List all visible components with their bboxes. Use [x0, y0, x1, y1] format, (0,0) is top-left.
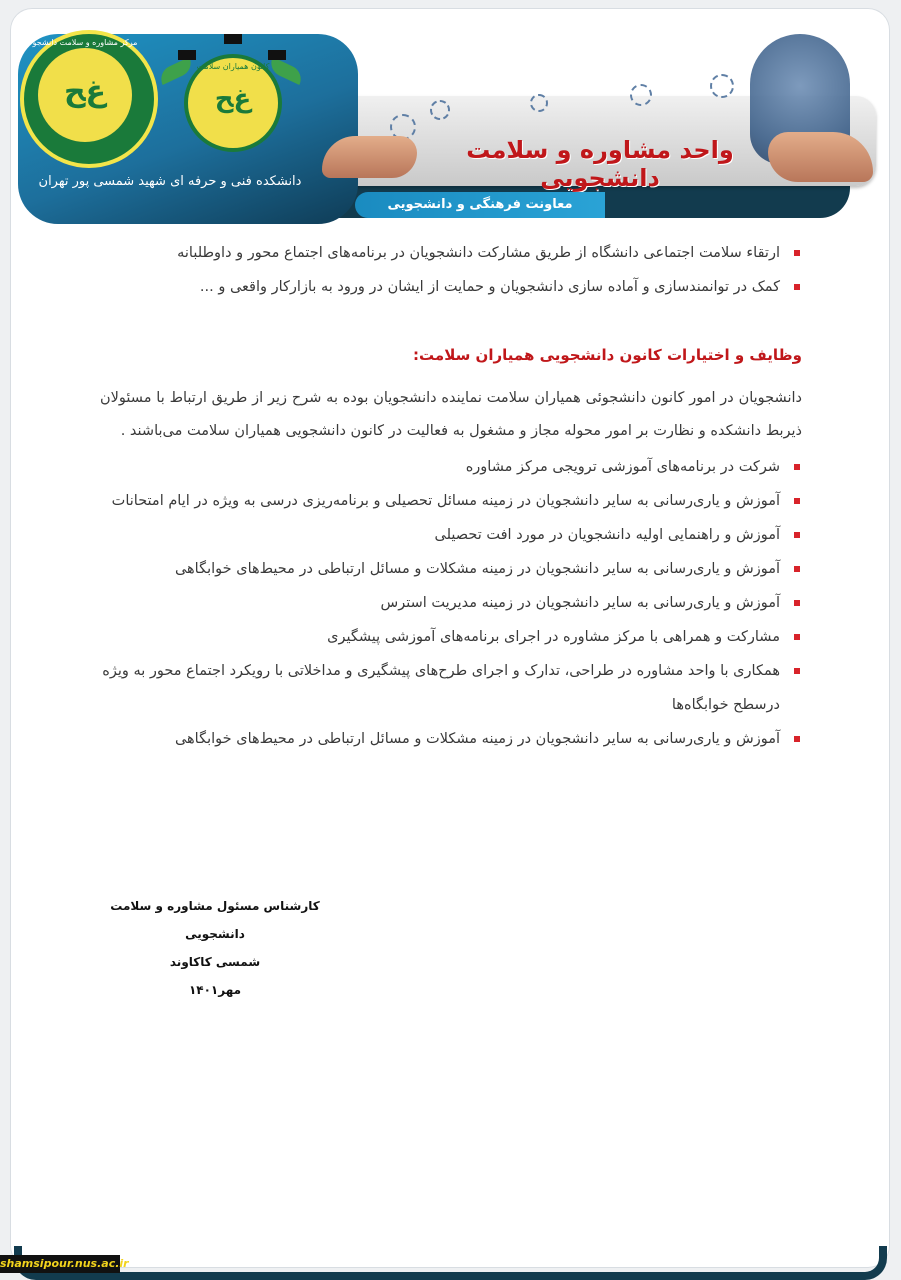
footer-site-link[interactable]: shamsipour.nus.ac.ir — [0, 1255, 120, 1273]
grad-cap-icon — [178, 50, 196, 60]
list-item — [100, 236, 802, 270]
logo-ring-text: مرکز مشاوره و سلامت دانشجو — [32, 38, 138, 47]
grad-cap-icon — [224, 34, 242, 44]
bullet-icon — [794, 634, 800, 640]
duties-list — [100, 450, 802, 756]
list-item-text: آموزش و یاری‌رسانی به سایر دانشجویان در زمینه مسائل تحصیلی و برنامه‌ریزی درسی به ویژه در ایام امتحانات — [111, 493, 780, 509]
logo-emblem-icon: ﻍﺢ — [63, 74, 107, 109]
gear-icon — [710, 74, 734, 98]
signature-block — [100, 892, 330, 1004]
intro-list — [100, 236, 802, 304]
list-item-text: آموزش و یاری‌رسانی به سایر دانشجویان در زمینه مدیریت استرس — [380, 595, 780, 611]
section-paragraph: دانشجویان در امور کانون دانشجوئی همیاران سلامت نماینده دانشجویان بوده به شرح زیر از طریق ارتباط با مسئولان ذیربط دانشکده و نظارت بر امور محوله مجاز و مشغول به فعالیت در کانون دانشجویی همیاران سلامت می‌باشند . — [100, 390, 802, 439]
bullet-icon — [794, 668, 800, 674]
list-item — [100, 654, 802, 722]
signature-role: کارشناس مسئول مشاوره و سلامت دانشجویی — [110, 899, 320, 941]
bullet-icon — [794, 532, 800, 538]
header-banner — [10, 14, 890, 224]
counseling-center-logo — [20, 30, 158, 168]
header-subtitle: معاونت فرهنگی و دانشجویی — [355, 192, 605, 218]
bullet-icon — [794, 464, 800, 470]
gear-icon — [430, 100, 450, 120]
signature-date: مهر۱۴۰۱ — [188, 983, 242, 997]
gear-icon — [530, 94, 548, 112]
bullet-icon — [794, 566, 800, 572]
main-content — [100, 236, 802, 756]
list-item-text: آموزش و راهنمایی اولیه دانشجویان در مورد افت تحصیلی — [434, 527, 780, 543]
logo-inner — [38, 48, 132, 142]
header-title: واحد مشاوره و سلامت دانشجویی — [466, 136, 734, 192]
logo-emblem-icon: ﻍﺢ — [214, 84, 252, 114]
list-item — [100, 620, 802, 654]
section-heading: وظایف و اختیارات کانون دانشجویی همیاران سلامت: — [413, 346, 802, 364]
list-item — [100, 722, 802, 756]
list-item — [100, 518, 802, 552]
hand-right-icon — [768, 132, 873, 182]
bullet-icon — [794, 250, 800, 256]
gear-icon — [630, 84, 652, 106]
list-item — [100, 552, 802, 586]
grad-cap-icon — [268, 50, 286, 60]
list-item-text: آموزش و یاری‌رسانی به سایر دانشجویان در زمینه مشکلات و مسائل ارتباطی در محیط‌های خوابگاهی — [174, 731, 780, 747]
bullet-icon — [794, 498, 800, 504]
logo-ring-text: کانون همیاران سلامت — [196, 62, 270, 71]
list-item — [100, 484, 802, 518]
health-peers-logo — [184, 54, 282, 152]
hand-left-icon — [322, 136, 417, 178]
list-item-text: کمک در توانمندسازی و آماده سازی دانشجویان و حمایت از ایشان در ورود به بازارکار واقعی و ... — [199, 279, 780, 295]
list-item — [100, 270, 802, 304]
bullet-icon — [794, 284, 800, 290]
list-item-text: آموزش و یاری‌رسانی به سایر دانشجویان در زمینه مشکلات و مسائل ارتباطی در محیط‌های خوابگاهی — [174, 561, 780, 577]
list-item-text: همکاری با واحد مشاوره در طراحی، تدارک و اجرای طرح‌های پیشگیری و مداخلاتی با رویکرد اجتماع محور به ویژه درسطح خوابگاه‌ها — [102, 663, 780, 713]
list-item-text: ارتقاء سلامت اجتماعی دانشگاه از طریق مشارکت دانشجویان در برنامه‌های اجتماع محور و داوطلبانه — [177, 245, 780, 261]
list-item-text: شرکت در برنامه‌های آموزشی ترویجی مرکز مشاوره — [465, 459, 780, 475]
bullet-icon — [794, 600, 800, 606]
list-item — [100, 586, 802, 620]
signature-name: شمسی کاکاوند — [169, 955, 261, 969]
college-name: دانشکده فنی و حرفه ای شهید شمسی پور تهران — [38, 174, 302, 189]
list-item-text: مشارکت و همراهی با مرکز مشاوره در اجرای برنامه‌های آموزشی پیشگیری — [327, 629, 780, 645]
list-item — [100, 450, 802, 484]
frame-bottom-border — [14, 1246, 887, 1280]
bullet-icon — [794, 736, 800, 742]
